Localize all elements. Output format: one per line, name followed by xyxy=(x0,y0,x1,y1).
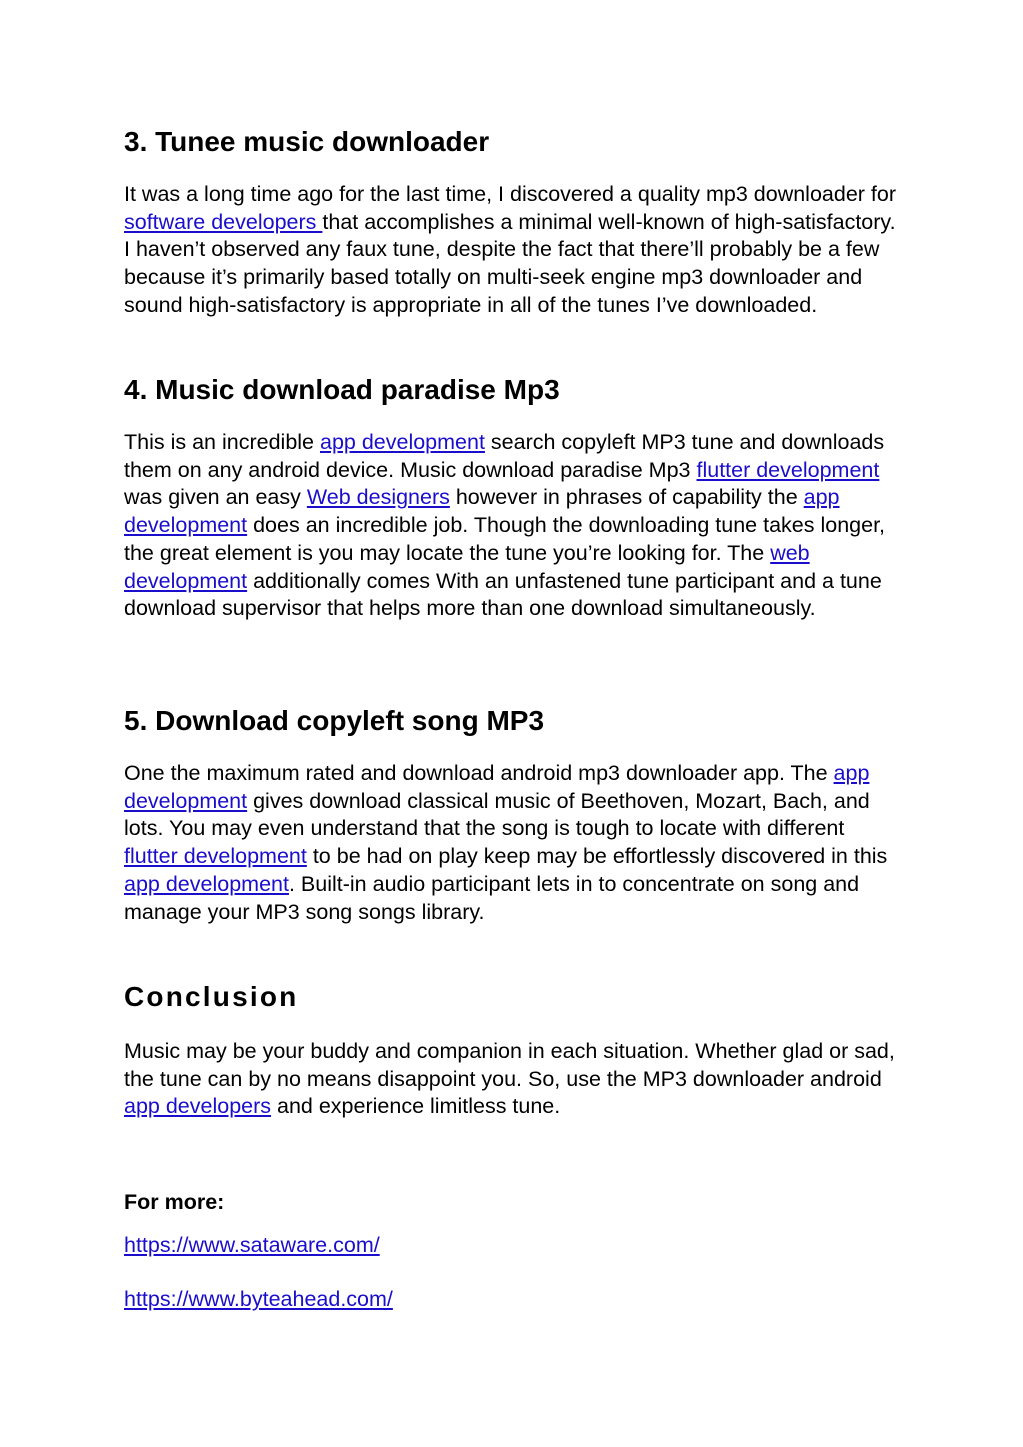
for-more-link-row-2 xyxy=(124,1286,393,1314)
link-app-development-1[interactable]: app development xyxy=(319,430,485,454)
link-app-development-4[interactable]: app development xyxy=(124,871,289,896)
paragraph-tunee: It was a long time ago for the last time, I discovered a quality mp3 downloader for software developers that accomplishes a minimal well-known of high-satisfactory. I haven’t observed any faux tune, despite the fact that there’ll probably be a few because it’s primarily based totally on multi-seek engine mp3 downloader and sound high-satisfactory is appropriate in all of the tunes I’ve downloaded. xyxy=(124,182,897,317)
heading-tunee-music-downloader: 3. Tunee music downloader xyxy=(124,126,490,157)
paragraph-conclusion: Music may be your buddy and companion in each situation. Whether glad or sad, the tune can by no means disappoint you. So, use the MP3 downloader android app developers and experience limitless tune. xyxy=(124,1039,895,1119)
link-flutter-development-2[interactable]: flutter development xyxy=(124,844,307,869)
for-more-label: For more: xyxy=(124,1190,225,1214)
heading-music-download-paradise: 4. Music download paradise Mp3 xyxy=(124,374,560,405)
link-software-developers[interactable]: software developers xyxy=(124,209,323,234)
paragraph-paradise: This is an incredible app development search copyleft MP3 tune and downloads them on any android device. Music download paradise Mp3 flutter development was given an easy Web designers however in phrases of capability the app development does an incredible job. Though the downloading tune takes longer, the great element is you may locate the tune you’re looking for. The web development additionally comes With an unfastened tune participant and a tune download supervisor that helps more than one download simultaneously. xyxy=(124,430,886,621)
link-byteahead[interactable]: https://www.byteahead.com/ xyxy=(124,1287,393,1311)
heading-conclusion: Conclusion xyxy=(124,981,299,1012)
link-flutter-development-1[interactable]: flutter development xyxy=(696,457,880,482)
link-sataware[interactable]: https://www.sataware.com/ xyxy=(124,1233,380,1257)
link-app-developers[interactable]: app developers xyxy=(124,1094,272,1119)
link-web-designers[interactable]: Web designers xyxy=(306,485,450,510)
link-app-development-3[interactable]: app development xyxy=(124,761,870,813)
link-app-development-2[interactable]: app development xyxy=(124,485,840,538)
for-more-link-row-1 xyxy=(124,1232,380,1260)
link-web-development[interactable]: web development xyxy=(124,540,810,593)
heading-download-copyleft-song: 5. Download copyleft song MP3 xyxy=(124,705,545,736)
paragraph-copyleft: One the maximum rated and download android mp3 downloader app. The app development gives download classical music of Beethoven, Mozart, Bach, and lots. You may even understand that the song is tough to locate with different flutter development to be had on play keep may be effortlessly discovered in this app development. Built-in audio participant lets in to concentrate on song and manage your MP3 song songs library. xyxy=(124,761,888,924)
